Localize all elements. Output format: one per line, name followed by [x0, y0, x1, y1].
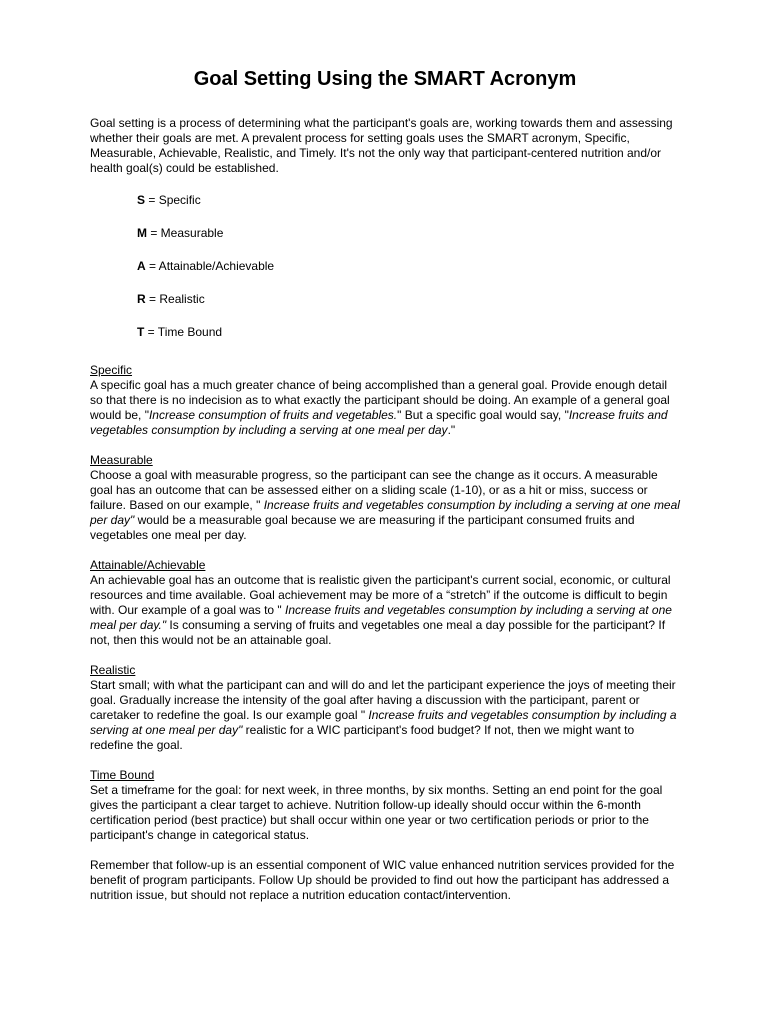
section-body	[90, 678, 680, 753]
document-title: Goal Setting Using the SMART Acronym	[193, 68, 577, 90]
italic-example: Increase fruits and vegetables consumption by including a serving at one meal per day"	[90, 498, 680, 527]
acronym-meaning: = Specific	[145, 193, 201, 207]
section-body	[90, 468, 680, 543]
section-body	[90, 378, 680, 438]
body-text: would be a measurable goal because we are measuring if the participant consumed fruits and vegetables one meal per day.	[90, 513, 635, 542]
closing-paragraph: Remember that follow-up is an essential component of WIC value enhanced nutrition services provided for the benefit of program participants. Follow Up should be provided to find out how the participant has addressed a nutrition issue, but should not replace a nutrition education contact/intervention.	[90, 858, 675, 902]
section-heading: Specific	[90, 363, 133, 377]
section-time-bound	[90, 768, 680, 843]
section-specific	[90, 363, 680, 438]
acronym-meaning: = Time Bound	[144, 325, 223, 339]
section-heading: Attainable/Achievable	[90, 558, 206, 572]
italic-example: Increase fruits and vegetables consumption by including a serving at one meal per day"	[90, 708, 677, 737]
body-text: ."	[447, 423, 456, 437]
body-text: Is consuming a serving of fruits and vegetables one meal a day possible for the participant? If not, then this would not be an attainable goal.	[90, 618, 666, 647]
document-page	[90, 66, 680, 903]
acronym-item-m	[137, 226, 680, 259]
acronym-meaning: = Realistic	[145, 292, 205, 306]
intro-paragraph: Goal setting is a process of determining what the participant's goals are, working towards them and assessing whether their goals are met. A prevalent process for setting goals uses the SMART acronym, Specific, Measurable, Achievable, Realistic, and Timely. It's not the only way that participant-centered nutrition and/or health goal(s) could be established.	[90, 116, 673, 175]
acronym-meaning: = Attainable/Achievable	[145, 259, 275, 273]
section-body: Set a timeframe for the goal: for next week, in three months, by six months. Setting an end point for the goal gives the participant a clear target to achieve. Nutrition follow-up ideally should occur within the 6-month certification period (best practice) but shall occur within one year or two certification periods or prior to the participant's change in categorical status.	[90, 783, 663, 842]
section-heading: Measurable	[90, 453, 153, 467]
italic-example: Increase consumption of fruits and vegetables.	[148, 408, 398, 422]
body-text: A specific goal has a much greater chance of being accomplished than a general goal. Provide enough detail so that there is no indecision as to what exactly the participant should be doing. An example of a general goal would be, "	[90, 378, 670, 422]
italic-example: Increase fruits and vegetables consumption by including a serving at one meal per day."	[90, 603, 672, 632]
body-text: An achievable goal has an outcome that is realistic given the participant's current social, economic, or cultural resources and time available. Goal achievement may be more of a “stretch” if the outcome is difficult to begin with. Our example of a goal was to "	[90, 573, 671, 617]
body-text: " But a specific goal would say, "	[397, 408, 569, 422]
acronym-item-s	[137, 193, 680, 226]
acronym-letter: S	[137, 193, 146, 207]
section-realistic	[90, 663, 680, 753]
acronym-item-t	[137, 325, 680, 347]
section-measurable	[90, 453, 680, 543]
smart-acronym-list	[137, 193, 680, 347]
acronym-item-r	[137, 292, 680, 325]
acronym-letter: T	[137, 325, 145, 339]
body-text: Choose a goal with measurable progress, so the participant can see the change as it occurs. A measurable goal has an outcome that can be assessed either on a sliding scale (1-10), or as a hit or miss, success or failure. Based on our example, "	[90, 468, 658, 512]
acronym-letter: R	[137, 292, 146, 306]
body-text: Start small; with what the participant can and will do and let the participant experience the joys of meeting their goal. Gradually increase the intensity of the goal after having a discussion with the participant, parent or caretaker to redefine the goal. Is our example goal "	[90, 678, 676, 722]
section-heading: Time Bound	[90, 768, 155, 782]
acronym-letter: A	[137, 259, 146, 273]
acronym-letter: M	[137, 226, 147, 240]
section-body	[90, 573, 680, 648]
acronym-item-a	[137, 259, 680, 292]
section-heading: Realistic	[90, 663, 136, 677]
body-text: realistic for a WIC participant's food budget? If not, then we might want to redefine the goal.	[90, 723, 635, 752]
acronym-meaning: = Measurable	[147, 226, 224, 240]
italic-example: Increase fruits and vegetables consumption by including a serving at one meal per day	[90, 408, 668, 437]
section-attainable	[90, 558, 680, 648]
